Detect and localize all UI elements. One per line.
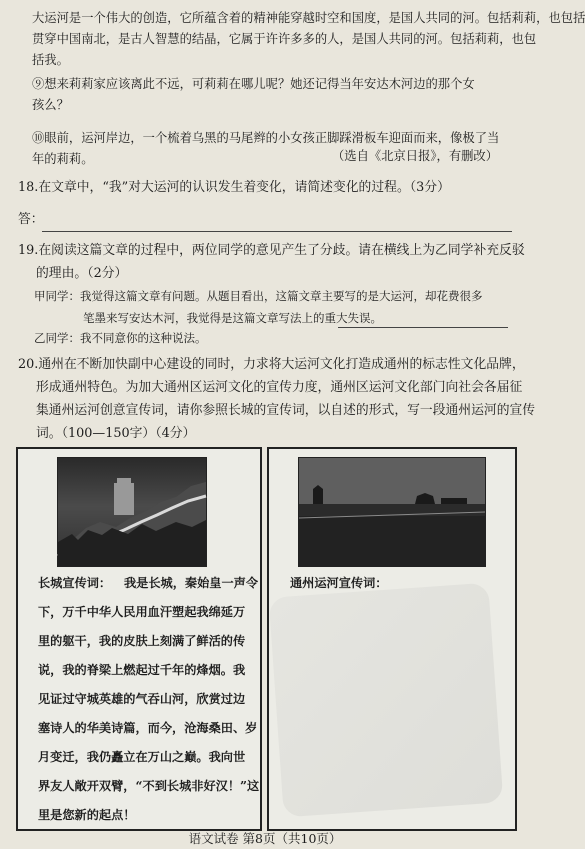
background-map-ghost	[269, 583, 504, 818]
great-wall-text-line-5: 见证过守城英雄的气吞山河，欣赏过边	[38, 692, 246, 706]
student-a-line-2: 笔墨来写安达木河，我觉得是这篇文章写法上的重大失误。	[83, 311, 382, 325]
great-wall-title: 长城宣传词：	[38, 576, 112, 590]
grand-canal-photo	[298, 457, 486, 567]
answer-line-18[interactable]	[42, 231, 512, 232]
canal-title: 通州运河宣传词：	[290, 576, 388, 590]
great-wall-text-line-7: 月变迁，我仍矗立在万山之巅。我向世	[38, 750, 246, 764]
source-note: （选自《北京日报》，有删改）	[332, 149, 499, 163]
header-line-3: 括我。	[32, 53, 69, 67]
question-20-line-4: 词。（100—150字）（4分）	[36, 426, 196, 441]
student-a-line-1: 甲同学：我觉得这篇文章有问题。从题目看出，这篇文章主要写的是大运河，却花费很多	[34, 289, 483, 303]
page-footer: 语文试卷 第8页（共10页）	[188, 831, 342, 846]
great-wall-text-line-1: 我是长城，秦始皇一声令	[124, 576, 259, 590]
paragraph-10-line-1: ⑩眼前，运河岸边，一个梳着乌黑的马尾辫的小女孩正脚踩滑板车迎面而来，像极了当	[32, 131, 500, 145]
canal-illustration	[299, 458, 485, 566]
answer-line-19[interactable]	[338, 327, 508, 328]
header-line-1: 大运河是一个伟大的创造，它所蕴含着的精神能穿越时空和国度，是国人共同的河。包括莉莉，也包括	[32, 11, 585, 25]
great-wall-text-line-8: 界友人敞开双臂，“不到长城非好汉！”这	[38, 779, 260, 793]
question-19-line-1: 19.在阅读这篇文章的过程中，两位同学的意见产生了分歧。请在横线上为乙同学补充反驳	[18, 243, 525, 258]
great-wall-illustration	[58, 458, 206, 566]
great-wall-text-line-4: 说，我的脊梁上燃起过千年的烽烟。我	[38, 663, 246, 677]
answer-label: 答：	[18, 212, 44, 227]
question-20-line-1: 20.通州在不断加快副中心建设的同时，力求将大运河文化打造成通州的标志性文化品牌，	[18, 357, 525, 372]
question-19-line-2: 的理由。（2分）	[36, 266, 128, 281]
header-line-2: 贯穿中国南北，是古人智慧的结晶，它属于许许多多的人，是国人共同的河。包括莉莉，也包	[32, 32, 537, 46]
question-20-line-3: 集通州运河创意宣传词，请你参照长城的宣传词，以自述的形式，写一段通州运河的宣传	[36, 403, 536, 418]
question-18: 18.在文章中，“我”对大运河的认识发生着变化，请简述变化的过程。（3分）	[18, 180, 450, 195]
student-b-line: 乙同学：我不同意你的这种说法。	[34, 331, 207, 345]
paragraph-9-line-1: ⑨想来莉莉家应该离此不远，可莉莉在哪儿呢？她还记得当年安达木河边的那个女	[32, 77, 475, 91]
great-wall-text-line-3: 里的躯干，我的皮肤上刻满了鲜活的传	[38, 634, 246, 648]
great-wall-text-line-9: 里是您新的起点！	[38, 808, 136, 822]
question-20-line-2: 形成通州特色。为加大通州区运河文化的宣传力度，通州区运河文化部门向社会各届征	[36, 380, 523, 395]
great-wall-text-line-6: 塞诗人的华美诗篇，而今，沧海桑田、岁	[38, 721, 258, 735]
paragraph-10-line-2: 年的莉莉。	[32, 152, 94, 166]
paragraph-9-line-2: 孩么？	[32, 98, 69, 112]
great-wall-text-line-2: 下，万千中华人民用血汗塑起我绵延万	[38, 605, 246, 619]
great-wall-photo	[57, 457, 207, 567]
